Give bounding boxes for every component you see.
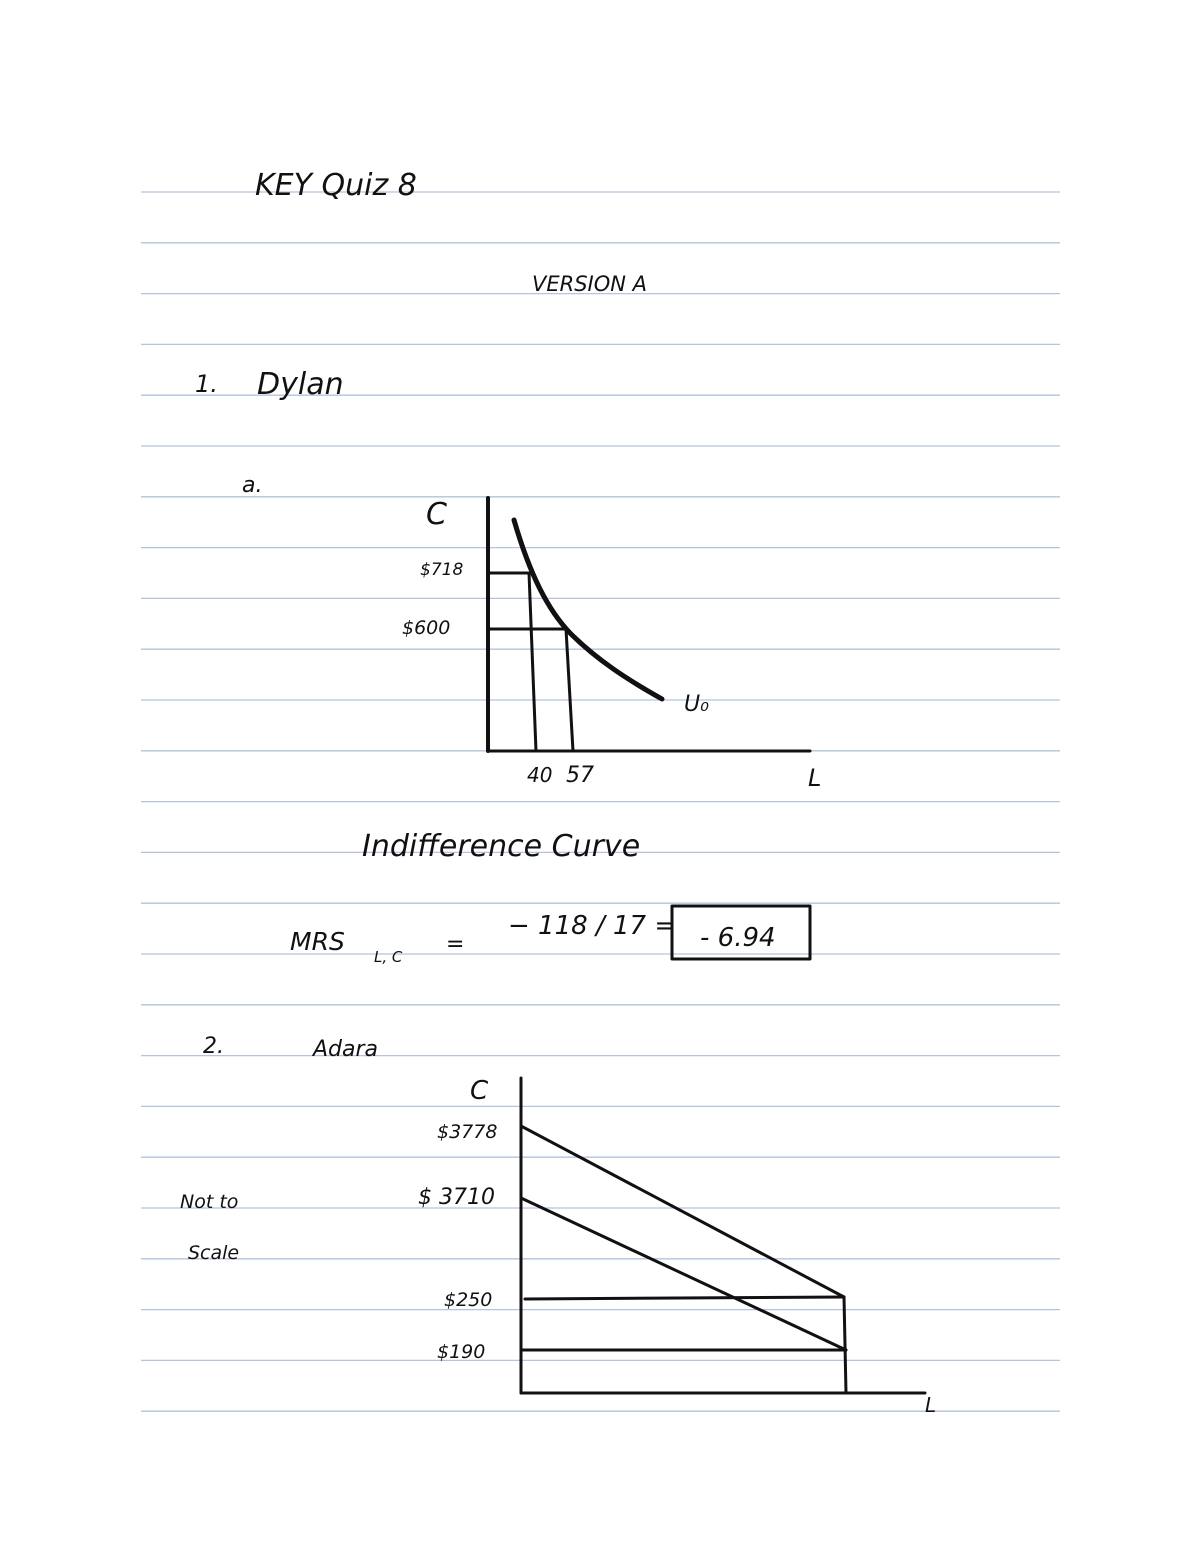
q2-y-tick-250: $250 [444, 1289, 493, 1311]
q1-mrs-label: MRS [290, 927, 345, 956]
q1-mrs-equals: = [446, 932, 465, 957]
q1-curve-label: U₀ [684, 692, 709, 717]
q2-y-tick-3778: $3778 [437, 1121, 498, 1143]
q2-budget-line-upper [521, 1126, 844, 1297]
q2-y-tick-190: $190 [437, 1341, 486, 1363]
q1-guide-40 [529, 573, 536, 751]
q1-y-tick-718: $718 [420, 560, 464, 580]
q1-graph-caption: Indifference Curve [362, 829, 641, 864]
q1-name: Dylan [257, 367, 344, 402]
q2-name: Adara [313, 1037, 379, 1062]
q2-number: 2. [203, 1034, 224, 1059]
q2-y-tick-3710: $ 3710 [418, 1185, 495, 1210]
q1-x-tick-40: 40 [527, 763, 553, 787]
q2-y-axis-label: C [470, 1076, 489, 1106]
q1-mrs-expression: − 118 / 17 = [508, 911, 677, 941]
q1-x-tick-57: 57 [566, 763, 594, 788]
budget-constraint-graph [418, 1076, 936, 1417]
q1-number: 1. [195, 370, 218, 398]
quiz-title: KEY Quiz 8 [255, 168, 417, 203]
q1-part-label: a. [242, 473, 263, 498]
q2-vertical-kink [844, 1297, 846, 1393]
q1-indifference-curve [514, 520, 662, 699]
q2-guide-250 [525, 1297, 844, 1299]
q1-y-axis-label: C [426, 497, 447, 532]
q2-note-line2: Scale [188, 1242, 240, 1264]
q2-budget-line-lower [521, 1198, 846, 1350]
version-label: VERSION A [532, 272, 648, 296]
q1-answer: - 6.94 [700, 923, 776, 953]
q1-mrs-subscript: L, C [374, 948, 403, 966]
q2-note-line1: Not to [180, 1191, 239, 1213]
q1-guide-57 [566, 629, 573, 751]
q1-y-tick-600: $600 [402, 617, 451, 639]
q1-x-axis-label: L [808, 764, 822, 792]
q2-x-axis-label: L [925, 1393, 937, 1417]
indifference-curve-graph [402, 497, 821, 792]
